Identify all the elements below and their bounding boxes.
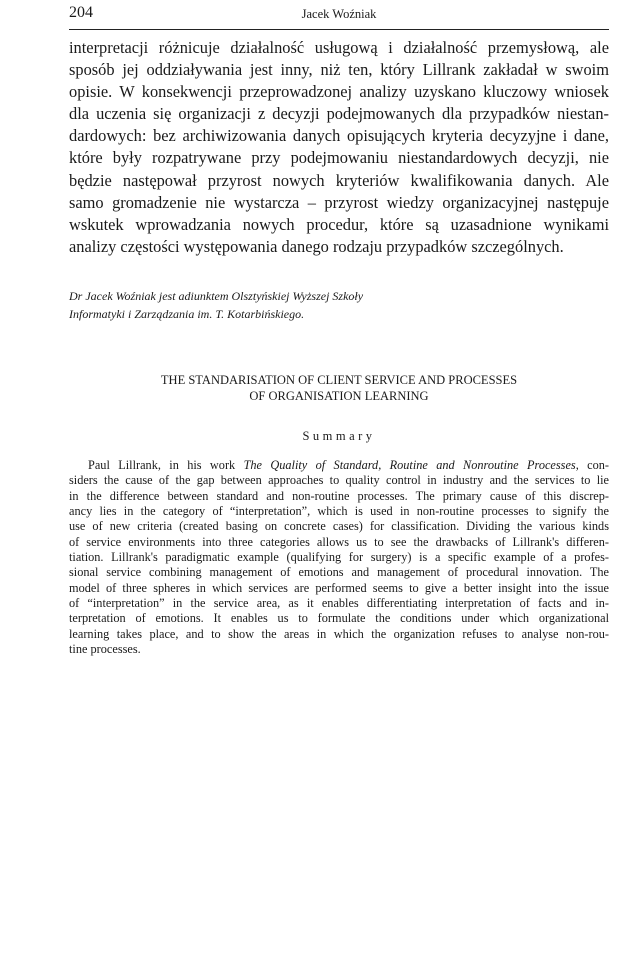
summary-line: sional service combining management of emotions and management of procedural innovation. The <box>69 565 609 580</box>
body-line: opisie. W konsekwencji przeprowadzonej analizy uzyskano kluczowy wniosek <box>69 82 609 102</box>
title-line: THE STANDARISATION OF CLIENT SERVICE AND PROCESSES <box>160 373 518 387</box>
summary-line: model of three spheres in which services are performed seems to give a better insight into the issue <box>69 580 609 595</box>
summary-line: of “interpretation” in the service area, as it enables differentiating interpretation of facts and in- <box>69 596 609 611</box>
summary-line: of service environments into three categories allows us to see the drawbacks of Lillrank's differen- <box>69 534 609 549</box>
title-line: OF ORGANISATION LEARNING <box>249 389 429 403</box>
affiliation-line: Informatyki i Zarządzania im. T. Kotarbińskiego. <box>69 307 305 321</box>
summary-paragraph <box>69 458 609 657</box>
running-title: Jacek Woźniak <box>301 7 377 21</box>
page-header <box>69 4 609 28</box>
body-line: będzie następował przyrost nowych kryteriów kwalifikowania danych. Ale <box>69 170 609 190</box>
body-line: które były rozpatrywane przy podejmowaniu niestandardowych decyzji, nie <box>69 148 609 168</box>
body-line: dardowych: bez archiwizowania danych opisujących kryteria decyzyjne i dane, <box>69 126 609 146</box>
body-line: sposób jej oddziaływania jest inny, niż ten, który Lillrank zakładał w swoim <box>69 60 609 80</box>
summary-text: Paul Lillrank, in his work <box>88 458 244 472</box>
summary-line: in the difference between standard and non-routine processes. The primary cause of this discrep- <box>69 488 609 503</box>
body-line: samo gromadzenie nie wystarcza – przyrost wiedzy organizacyjnej następuje <box>69 192 609 212</box>
cited-work-title: The Quality of Standard, Routine and Nonroutine Processes <box>243 458 576 472</box>
summary-line: siders the cause of the gap between approaches to quality control in industry and the services to lie <box>69 473 609 488</box>
summary-text: , con- <box>575 458 609 472</box>
summary-title <box>69 372 609 404</box>
body-line: analizy częstości występowania danego rodzaju przypadków szczególnych. <box>69 236 564 256</box>
body-paragraph <box>69 37 609 258</box>
summary-line <box>69 458 609 473</box>
summary-line: terpretation of emotions. It enables us to formulate the conditions under which organizational <box>69 611 609 626</box>
summary-line: tine processes. <box>69 642 141 657</box>
body-line: dla uczenia się organizacji z decyzji podejmowanych dla przypadków niestan- <box>69 104 609 124</box>
body-line: wskutek wprowadzania nowych procedur, które są uzasadnione wynikami <box>69 214 609 234</box>
affiliation-line: Dr Jacek Woźniak jest adiunktem Olsztyńskiej Wyższej Szkoły <box>69 289 364 303</box>
summary-line: learning takes place, and to show the areas in which the organization refuses to analyse non-rou- <box>69 626 609 641</box>
author-affiliation <box>69 287 363 323</box>
summary-line: use of new criteria (created basing on concrete cases) for classification. Dividing the various kinds <box>69 519 609 534</box>
summary-line: tiation. Lillrank's paradigmatic example (qualifying for surgery) is a specific example of a profes- <box>69 550 609 565</box>
body-line: interpretacji różnicuje działalność usługową i działalność przemysłową, ale <box>69 38 609 57</box>
page-number: 204 <box>69 4 93 21</box>
summary-heading: Summary <box>302 429 376 443</box>
header-rule <box>69 29 609 30</box>
summary-line: ancy lies in the category of “interpretation”, which is used in non-routine processes to signify the <box>69 504 609 519</box>
